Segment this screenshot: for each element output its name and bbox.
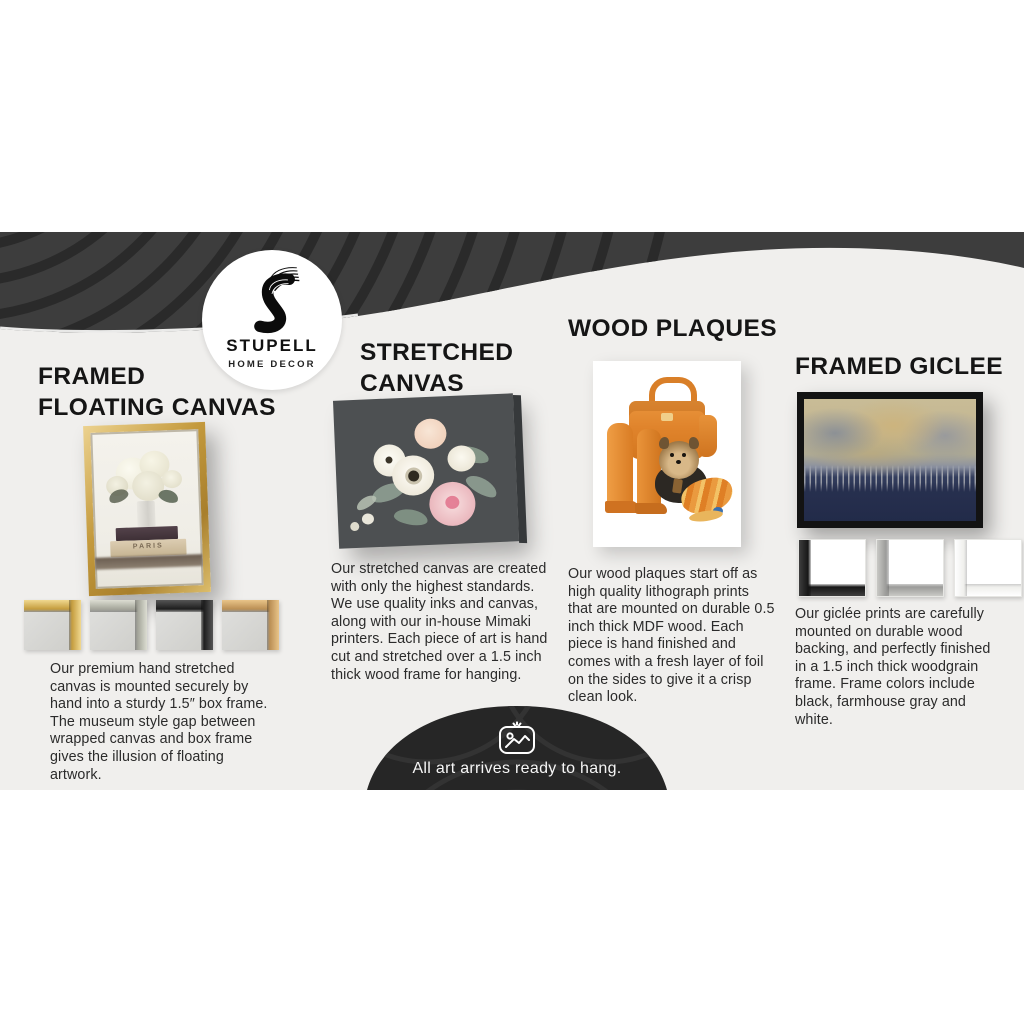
floating-canvas-product-image — [83, 422, 211, 596]
brand-name: STUPELL — [226, 336, 318, 355]
stretched-canvas-title-line1: STRETCHED — [360, 339, 514, 366]
framed-picture-icon — [496, 720, 538, 756]
stretched-canvas-product-image — [333, 393, 519, 548]
giclee-swatch-black — [798, 539, 866, 597]
ready-to-hang-text: All art arrives ready to hang. — [412, 760, 622, 777]
brand-subtitle: HOME DECOR — [228, 359, 316, 370]
framed-giclee-title-line1: FRAMED GICLEE — [795, 353, 1004, 380]
boot-left — [607, 423, 633, 509]
stretched-canvas-description: Our stretched canvas are created with only the highest standards. We use quality inks and canvas, along with our in-house Mimaki printers. Each piece of art is hand cut and stretched over a 1.5 inch thick wood frame for hanging. — [331, 561, 548, 683]
giclee-frame-swatch-row — [798, 539, 1022, 597]
stretched-canvas-title-line2: CANVAS — [360, 370, 465, 397]
wood-plaques-title — [568, 313, 777, 344]
brand-logo-s-icon — [242, 264, 302, 334]
framed-giclee-description: Our giclée prints are carefully mounted on durable wood backing, and perfectly finished in a 1.5 inch thick woodgrain frame. Frame colors include black, farmhouse gray and white. — [795, 606, 991, 728]
floating-canvas-description: Our premium hand stretched canvas is mounted securely by hand into a sturdy 1.5″ box frame. The museum style gap between wrapped canvas and box frame gives the illusion of floating artwork. — [50, 661, 268, 783]
floating-canvas-title-line1: FRAMED — [38, 363, 146, 390]
floating-canvas-title-line2: FLOATING CANVAS — [38, 394, 276, 421]
stretched-canvas-title — [360, 337, 513, 399]
boot-right — [637, 429, 661, 511]
wood-plaque-product-image — [593, 361, 741, 547]
giclee-swatch-farmhouse-gray — [876, 539, 944, 597]
floating-frame-swatch-row — [24, 600, 279, 650]
frame-swatch-bronze — [222, 600, 279, 650]
framed-giclee-title — [795, 351, 1003, 382]
giclee-swatch-white — [954, 539, 1022, 597]
frame-swatch-gold — [24, 600, 81, 650]
brand-logo-circle — [202, 250, 342, 390]
footer-dome-content — [367, 702, 667, 790]
wood-plaques-description: Our wood plaques start off as high quality lithograph prints that are mounted on durable 0.5 inch thick MDF wood. Each piece is hand finished and comes with a fresh layer of foil on the sides to give it a crisp clean look. — [568, 566, 775, 706]
framed-giclee-product-image — [797, 392, 983, 528]
header-wave — [0, 232, 1024, 354]
frame-swatch-black — [156, 600, 213, 650]
book-spine-label: PARIS — [132, 542, 164, 551]
floating-canvas-artwork — [90, 429, 203, 589]
wood-plaques-title-line1: WOOD PLAQUES — [568, 315, 777, 342]
frame-swatch-champagne — [90, 600, 147, 650]
framed-giclee-artwork — [804, 399, 976, 521]
